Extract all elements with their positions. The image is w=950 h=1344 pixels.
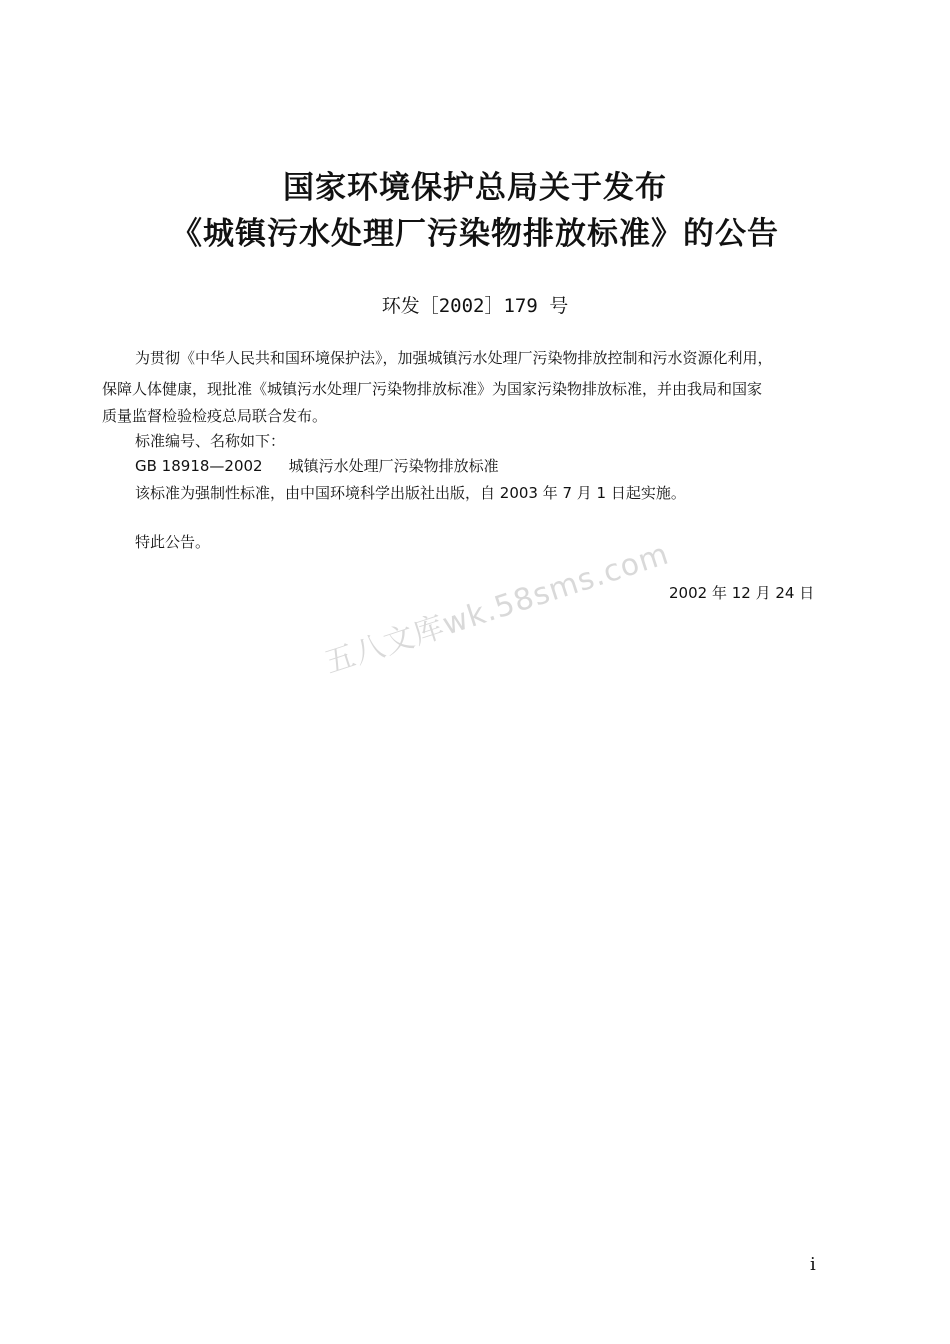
- standards-intro: 标准编号、名称如下：: [135, 432, 286, 450]
- paragraph-1-line-2: 保障人体健康，现批准《城镇污水处理厂污染物排放标准》为国家污染物排放标准，并由我局和国家: [102, 380, 763, 398]
- page-number: i: [810, 1254, 816, 1275]
- standard-entry: [135, 453, 499, 479]
- standard-code: GB 18918—2002: [135, 457, 263, 475]
- paragraph-1-line-3: 质量监督检验检疫总局联合发布。: [102, 407, 328, 425]
- announcement-date: 2002 年 12 月 24 日: [669, 584, 815, 602]
- document-number: 环发［2002］179 号: [381, 295, 569, 317]
- document-title-line-2: 《城镇污水处理厂污染物排放标准》的公告: [171, 216, 779, 252]
- standard-name: 城镇污水处理厂污染物排放标准: [288, 457, 499, 475]
- closing-statement: 特此公告。: [135, 533, 211, 551]
- watermark: 五八文库wk.58sms.com: [320, 536, 674, 681]
- document-title-line-1: 国家环境保护总局关于发布: [283, 170, 667, 206]
- implementation-note: 该标准为强制性标准，由中国环境科学出版社出版，自 2003 年 7 月 1 日起实施。: [135, 484, 686, 502]
- paragraph-1-line-1: 为贯彻《中华人民共和国环境保护法》，加强城镇污水处理厂污染物排放控制和污水资源化利用，: [135, 349, 773, 367]
